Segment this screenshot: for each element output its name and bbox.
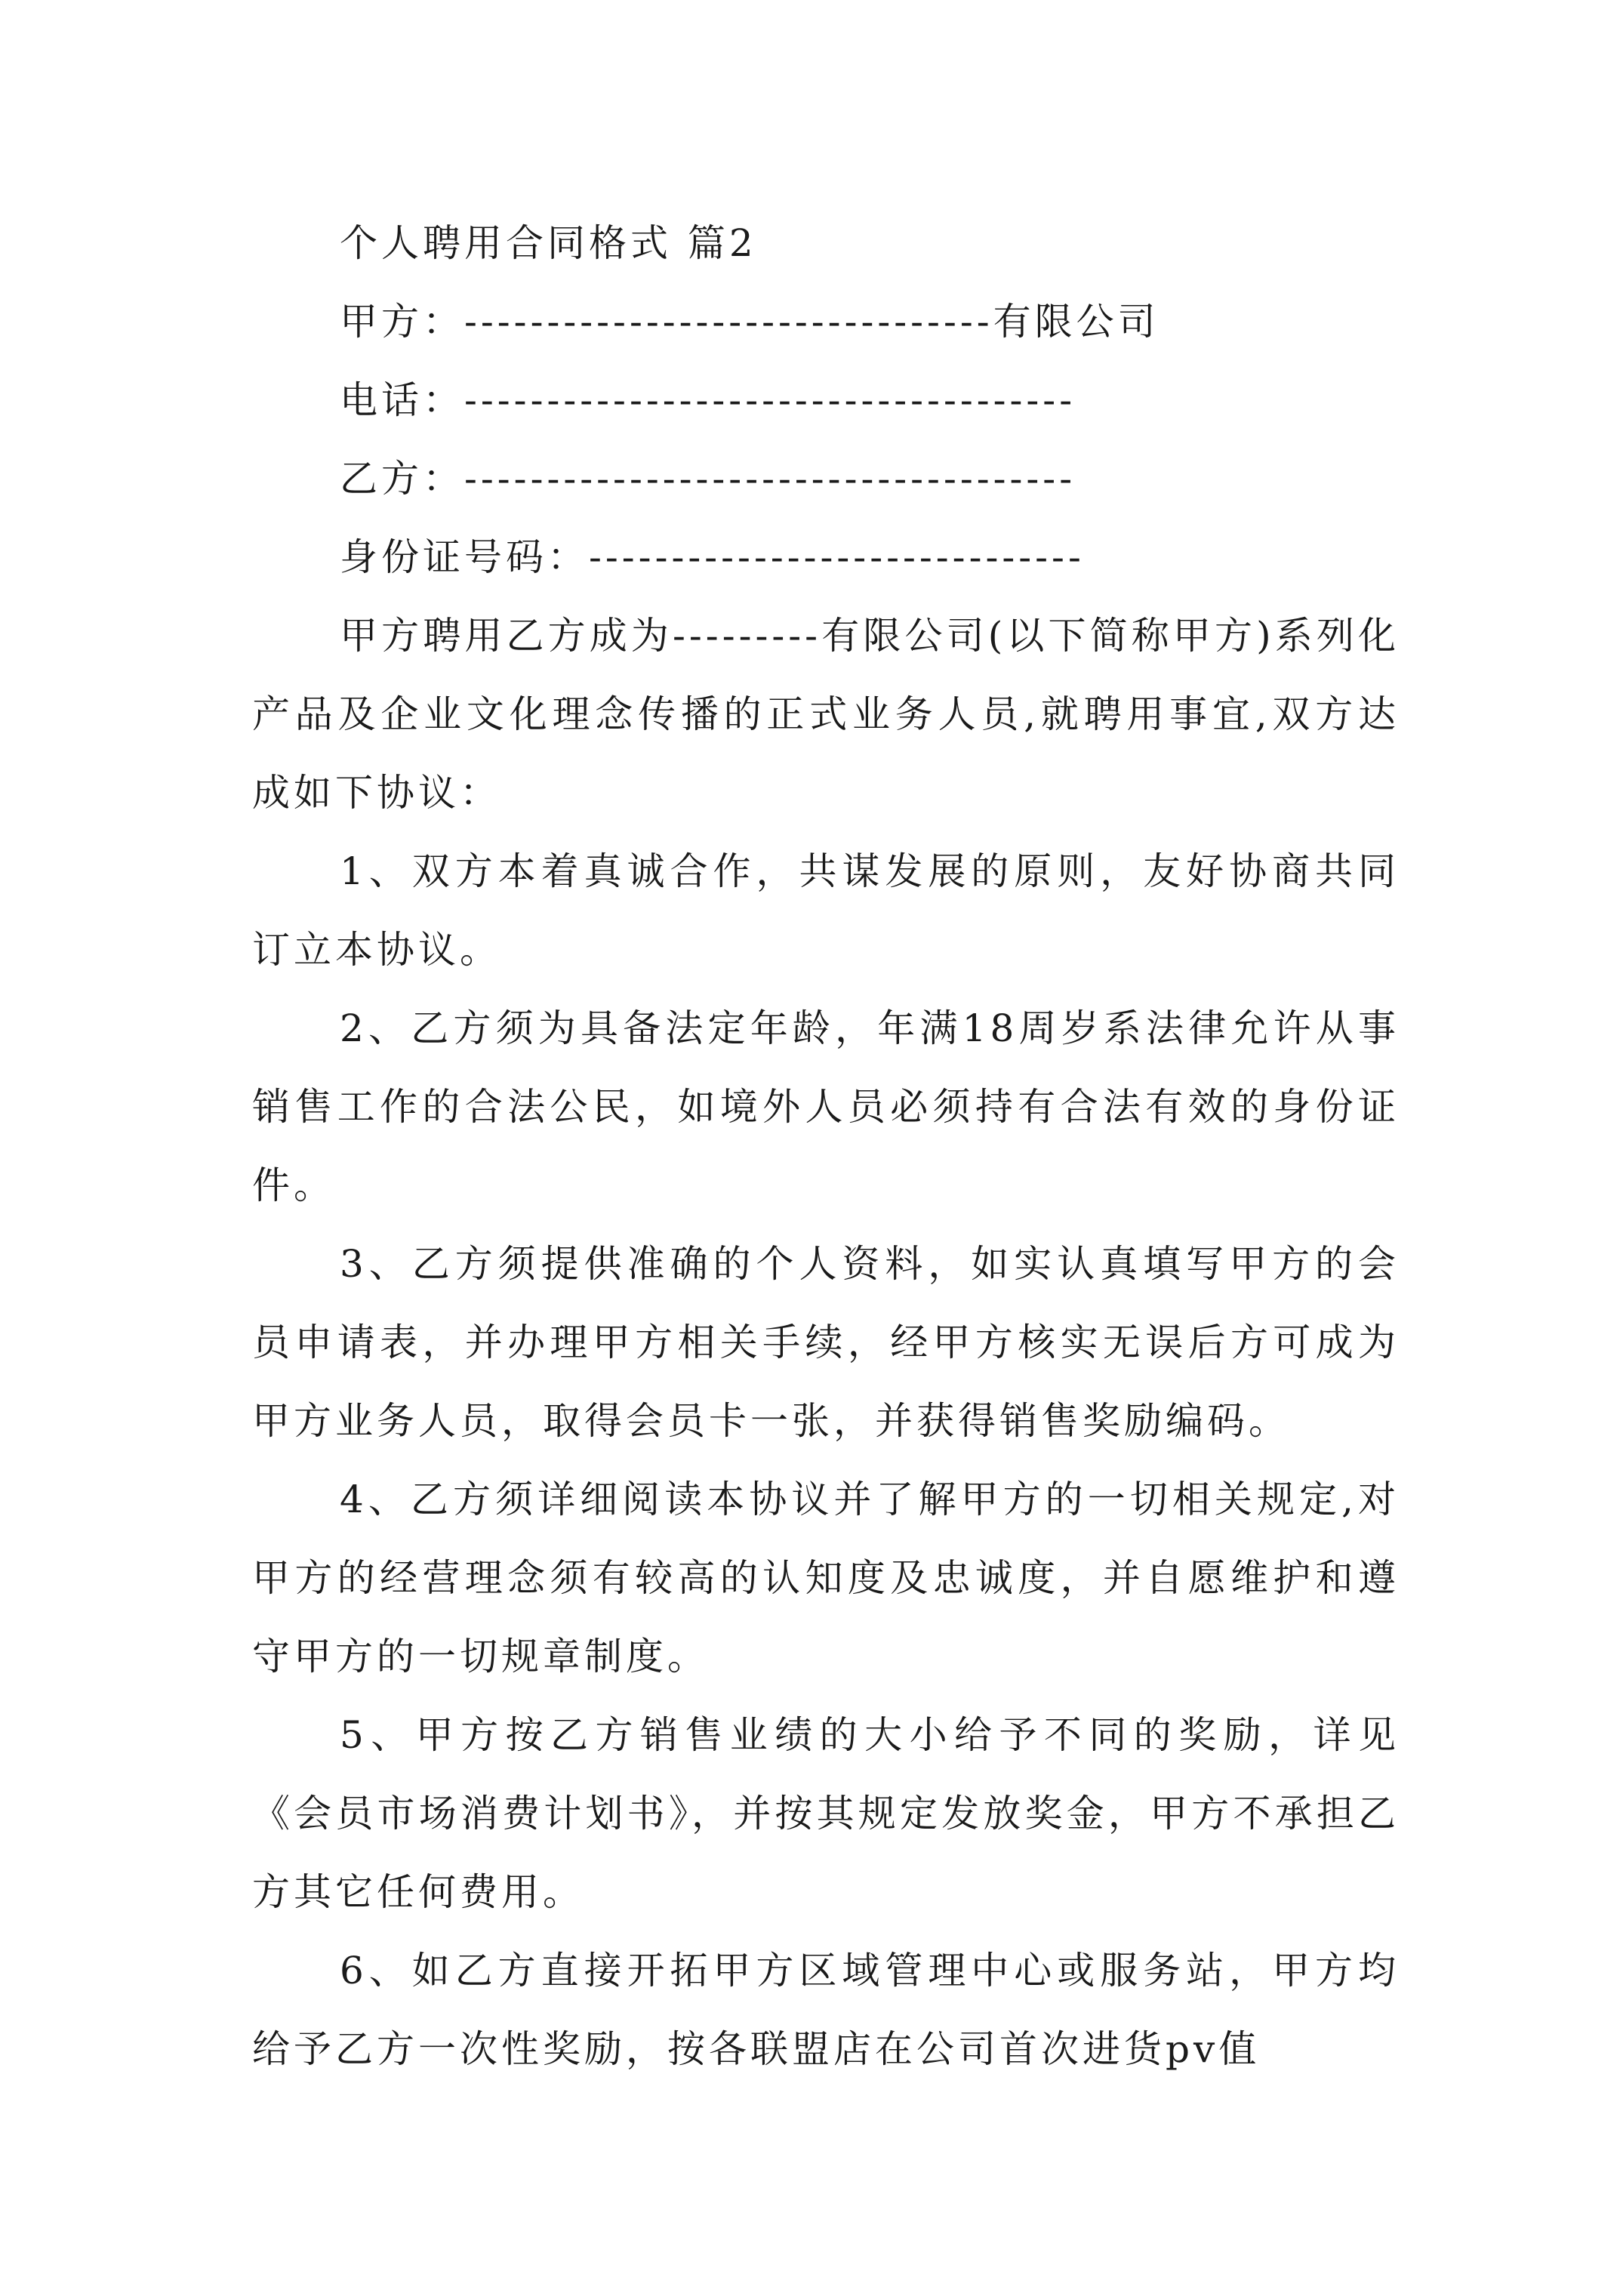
clause-1: 1、双方本着真诚合作，共谋发展的原则，友好协商共同订立本协议。 [252,849,1400,972]
clause-2: 2、乙方须为具备法定年龄，年满18周岁系法律允许从事销售工作的合法公民，如境外人员必须持有合法有效的身份证件。 [252,1006,1400,1207]
clause-4: 4、乙方须详细阅读本协议并了解甲方的一切相关规定,对甲方的经营理念须有较高的认知度及忠诚度，并自愿维护和遵守甲方的一切规章制度。 [252,1478,1400,1678]
document-body [252,204,1400,2088]
document-title: 个人聘用合同格式 篇2 [340,221,757,265]
party-a-field: 甲方：--------------------------------有限公司 [340,300,1160,344]
phone-field: 电话：------------------------------------- [340,378,1076,422]
clause-3: 3、乙方须提供准确的个人资料，如实认真填写甲方的会员申请表，并办理甲方相关手续，经甲方核实无误后方可成为甲方业务人员，取得会员卡一张，并获得销售奖励编码。 [252,1242,1400,1443]
clause-5: 5、甲方按乙方销售业绩的大小给予不同的奖励，详见《会员市场消费计划书》，并按其规定发放奖金，甲方不承担乙方其它任何费用。 [252,1713,1400,1914]
clause-6: 6、如乙方直接开拓甲方区域管理中心或服务站，甲方均给予乙方一次性奖励，按各联盟店在公司首次进货pv值 [252,1949,1400,2071]
id-number-field: 身份证号码：------------------------------ [340,535,1085,579]
intro-paragraph: 甲方聘用乙方成为---------有限公司(以下简称甲方)系列化产品及企业文化理念传播的正式业务人员,就聘用事宜,双方达成如下协议： [252,614,1400,815]
party-b-field: 乙方：------------------------------------- [340,457,1076,501]
